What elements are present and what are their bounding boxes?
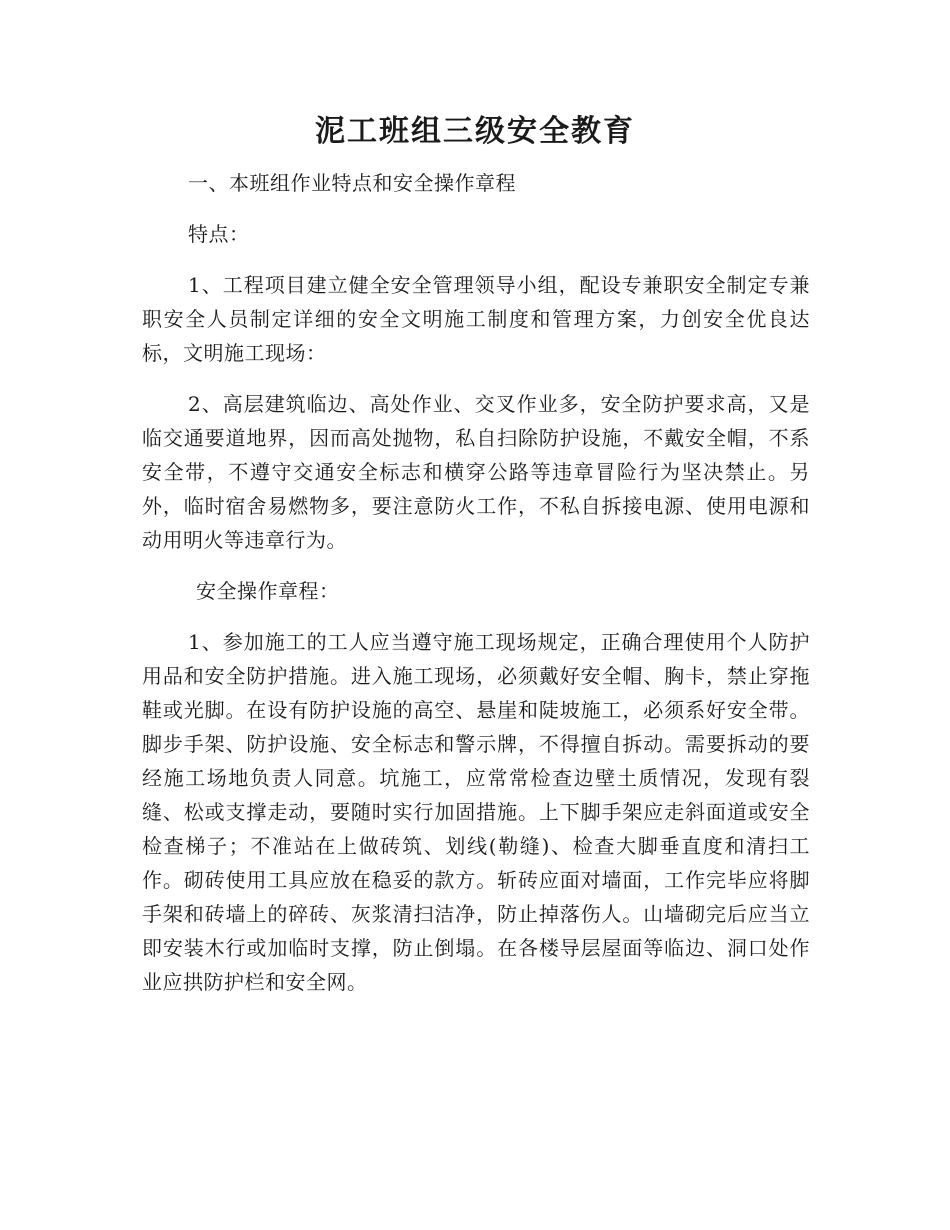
features-label: 特点： (188, 222, 250, 246)
feature-paragraph-1: 1、工程项目建立健全安全管理领导小组，配设专兼职安全制定专兼职安全人员制定详细的安全文明施工制度和管理方案，力创安全优良达标，文明施工现场： (142, 273, 810, 365)
feature-paragraph-2: 2、高层建筑临边、高处作业、交叉作业多，安全防护要求高，又是临交通要道地界，因而高处抛物，私自扫除防护设施，不戴安全帽，不系安全带，不遵守交通安全标志和横穿公路等违章冒险行为坚决禁止。另外，临时宿舍易燃物多，要注意防火工作，不私自拆接电源、使用电源和动用明火等违章行为。 (142, 392, 810, 552)
safety-rule-paragraph-1: 1、参加施工的工人应当遵守施工现场规定，正确合理使用个人防护用品和安全防护措施。进入施工现场，必须戴好安全帽、胸卡，禁止穿拖鞋或光脚。在设有防护设施的高空、悬崖和陡坡施工，必须系好安全带。脚步手架、防护设施、安全标志和警示牌，不得擅自拆动。需要拆动的要经施工场地负责人同意。坑施工，应常常检查边壁土质情况，发现有裂缝、松或支撑走动，要随时实行加固措施。上下脚手架应走斜面道或安全检查梯子；不准站在上做砖筑、划线(勒缝)、检查大脚垂直度和清扫工作。砌砖使用工具应放在稳妥的款方。斩砖应面对墙面，工作完毕应将脚手架和砖墙上的碎砖、灰浆清扫洁净，防止掉落伤人。山墙砌完后应当立即安装木行或加临时支撑，防止倒塌。在各楼导层屋面等临边、洞口处作业应拱防护栏和安全网。 (142, 630, 810, 994)
document-title: 泥工班组三级安全教育 (315, 114, 635, 149)
section-heading: 一、本班组作业特点和安全操作章程 (188, 171, 516, 195)
safety-rules-label: 安全操作章程： (196, 579, 340, 603)
document-body (142, 166, 810, 1016)
